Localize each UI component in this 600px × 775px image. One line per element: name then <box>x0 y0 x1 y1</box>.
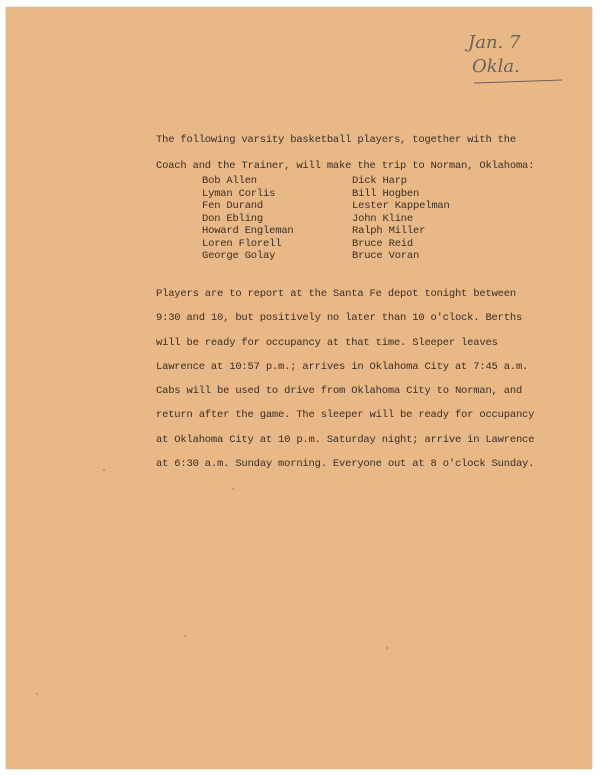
paper-speck <box>36 693 38 695</box>
player-name: Bruce Voran <box>352 250 420 262</box>
annotation-date: Jan. 7 <box>468 32 521 53</box>
player-name: Bob Allen <box>202 175 257 187</box>
instruction-line: at Oklahoma City at 10 p.m. Saturday night; arrive in Lawrence <box>156 433 535 446</box>
instruction-line: return after the game. The sleeper will be ready for occupancy <box>156 409 535 422</box>
annotation-underline <box>474 79 562 83</box>
intro-line: Coach and the Trainer, will make the trip to Norman, Oklahoma: <box>156 160 535 172</box>
paper-speck <box>232 488 234 490</box>
instruction-line: at 6:30 a.m. Sunday morning. Everyone out at 8 o'clock Sunday. <box>156 458 535 471</box>
instruction-line: Lawrence at 10:57 p.m.; arrives in Oklahoma City at 7:45 a.m. <box>156 360 529 373</box>
paper-speck <box>386 647 388 649</box>
player-name: Don Ebling <box>202 212 264 225</box>
player-name: Lyman Corlis <box>202 187 276 200</box>
player-name: George Golay <box>202 250 276 262</box>
player-name: Bruce Reid <box>352 237 414 250</box>
intro-line: The following varsity basketball players, together with the <box>156 134 516 146</box>
roster-column-right <box>352 175 502 263</box>
player-name: Dick Harp <box>352 175 407 187</box>
handwritten-annotation <box>468 31 563 79</box>
instruction-line: Players are to report at the Santa Fe depot tonight between <box>156 288 516 300</box>
instruction-line: Cabs will be used to drive from Oklahoma City to Norman, and <box>156 385 523 398</box>
player-name: Ralph Miller <box>352 225 426 237</box>
instruction-line: will be ready for occupancy at that time. Sleeper leaves <box>156 336 498 349</box>
paper-speck <box>184 635 186 637</box>
travel-instructions <box>156 282 536 476</box>
roster-column-left <box>202 175 352 263</box>
player-name: Howard Engleman <box>202 225 294 237</box>
player-roster <box>202 175 502 263</box>
instruction-line: 9:30 and 10, but positively no later than 10 o'clock. Berths <box>156 312 523 325</box>
player-name: Bill Hogben <box>352 187 420 200</box>
player-name: John Kline <box>352 212 414 225</box>
player-name: Lester Kappelman <box>352 200 450 212</box>
player-name: Loren Florell <box>202 237 282 250</box>
intro-paragraph <box>156 127 536 179</box>
paper-speck <box>103 469 105 471</box>
player-name: Fen Durand <box>202 200 264 212</box>
document-page <box>6 7 592 769</box>
annotation-destination: Okla. <box>472 56 520 77</box>
